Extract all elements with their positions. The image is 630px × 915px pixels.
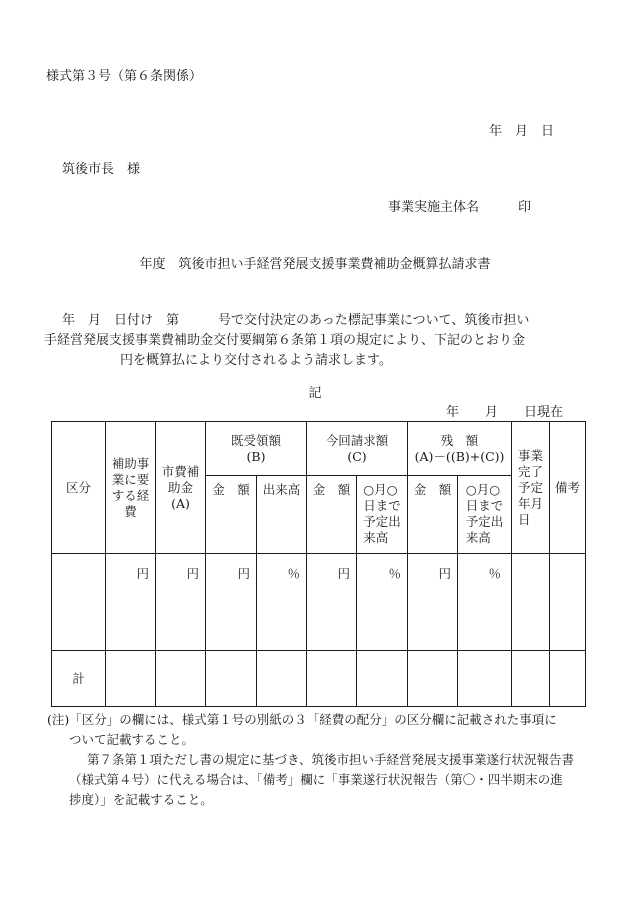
total-received-amount[interactable] [206,651,257,707]
current-sched-l1: ○月○ [363,482,398,497]
ki-heading: 記 [308,386,322,401]
addressee: 筑後市長 様 [62,162,141,177]
received-amount-cell[interactable]: 円 [206,554,257,651]
remaining-schedule-cell[interactable]: ％ [458,554,512,651]
remaining-schedule-header [458,476,512,554]
notes [47,710,607,810]
completion-l2: 完了 [518,463,544,479]
current-schedule-header [357,476,408,554]
completion-l5: 日 [518,511,531,527]
city-subsidy-cell[interactable]: 円 [156,554,206,651]
total-subsidy-cost[interactable] [106,651,156,707]
completion-l4: 年月 [518,495,544,511]
note-1-line-1: (注)「区分」の欄には、様式第１号の別紙の３「経費の配分」の区分欄に記載された事項に [47,712,557,727]
as-of-date: 年 月 日現在 [446,405,564,420]
remaining-l1: 残 額 [440,432,479,448]
received-progress-header: 出来高 [257,476,307,554]
total-remaining-amount[interactable] [408,651,458,707]
current-claim-l1: 今回請求額 [325,432,389,448]
completion-l3: 予定 [518,479,544,495]
remarks-cell[interactable] [550,554,586,651]
received-progress-cell[interactable]: ％ [257,554,307,651]
completion-date-cell[interactable] [512,554,550,651]
remaining-sched-l3: 予定出 [465,514,504,529]
header-row-1 [52,422,586,476]
remaining-amount-header: 金 額 [408,476,458,554]
completion-l1: 事業 [518,447,544,463]
data-row [52,554,586,651]
received-l1: 既受領額 [231,432,282,448]
claim-table [51,421,586,707]
remaining-sched-l4: 来高 [465,530,491,545]
remaining-amount-cell[interactable]: 円 [408,554,458,651]
current-sched-l3: 予定出 [363,514,401,529]
received-l2: (B) [246,448,266,464]
note-1-line-2: ついて記載すること。 [69,732,195,747]
current-schedule-cell[interactable]: ％ [357,554,408,651]
subsidy-cost-l3: する経 [111,487,150,503]
document-title: 年度 筑後市担い手経営発展支援事業費補助金概算払請求書 [139,257,491,272]
note-2-line-3: 捗度）」を記載すること。 [69,792,213,807]
total-current-schedule[interactable] [357,651,408,707]
remaining-l2: (A)－((B)+(C)) [414,448,505,464]
current-claim-header [307,422,408,476]
kubun-header: 区分 [52,422,106,554]
remarks-header: 備考 [550,422,586,554]
form-number: 様式第３号（第６条関係） [46,69,203,84]
request-body [44,311,592,371]
total-received-progress[interactable] [257,651,307,707]
current-amount-header: 金 額 [307,476,357,554]
remaining-sched-l2: 日まで [465,498,504,513]
total-completion-date[interactable] [512,651,550,707]
received-amount-header: 金 額 [206,476,257,554]
body-line-3: 円を概算払により交付されるよう請求します。 [120,353,392,368]
total-city-subsidy[interactable] [156,651,206,707]
remaining-header [408,422,512,476]
total-remaining-schedule[interactable] [458,651,512,707]
subsidy-cost-l4: 費 [124,503,137,519]
note-2-line-2: （様式第４号）に代える場合は、「備考」欄に「事業遂行状況報告（第〇・四半期末の進 [69,772,563,787]
city-subsidy-l3: (A) [171,495,190,511]
current-sched-l4: 来高 [363,530,389,545]
received-header [206,422,307,476]
body-line-1: 年 月 日付け 第 号で交付決定のあった標記事業について、筑後市担い [62,313,530,328]
subsidy-cost-l2: 業に要 [111,471,150,487]
current-sched-l2: 日まで [363,498,401,513]
total-current-amount[interactable] [307,651,357,707]
subsidy-cost-header [106,422,156,554]
completion-date-header [512,422,550,554]
city-subsidy-header [156,422,206,554]
current-amount-cell[interactable]: 円 [307,554,357,651]
date-line: 年 月 日 [489,124,555,139]
note-2-line-1: 第７条第１項ただし書の規定に基づき、筑後市担い手経営発展支援事業遂行状況報告書 [87,752,575,767]
total-row [52,651,586,707]
kubun-cell[interactable] [52,554,106,651]
body-line-2: 手経営発展支援事業費補助金交付要綱第６条第１項の規定により、下記のとおり金 [44,333,526,348]
city-subsidy-l2: 助金 [167,479,193,495]
applicant-name-seal: 事業実施主体名 印 [388,200,532,215]
current-claim-l2: (C) [347,448,367,464]
remaining-sched-l1: ○月○ [465,482,501,497]
subsidy-cost-l1: 補助事 [111,455,150,471]
total-remarks[interactable] [550,651,586,707]
total-label: 計 [52,651,106,707]
city-subsidy-l1: 市費補 [161,463,200,479]
subsidy-cost-cell[interactable]: 円 [106,554,156,651]
